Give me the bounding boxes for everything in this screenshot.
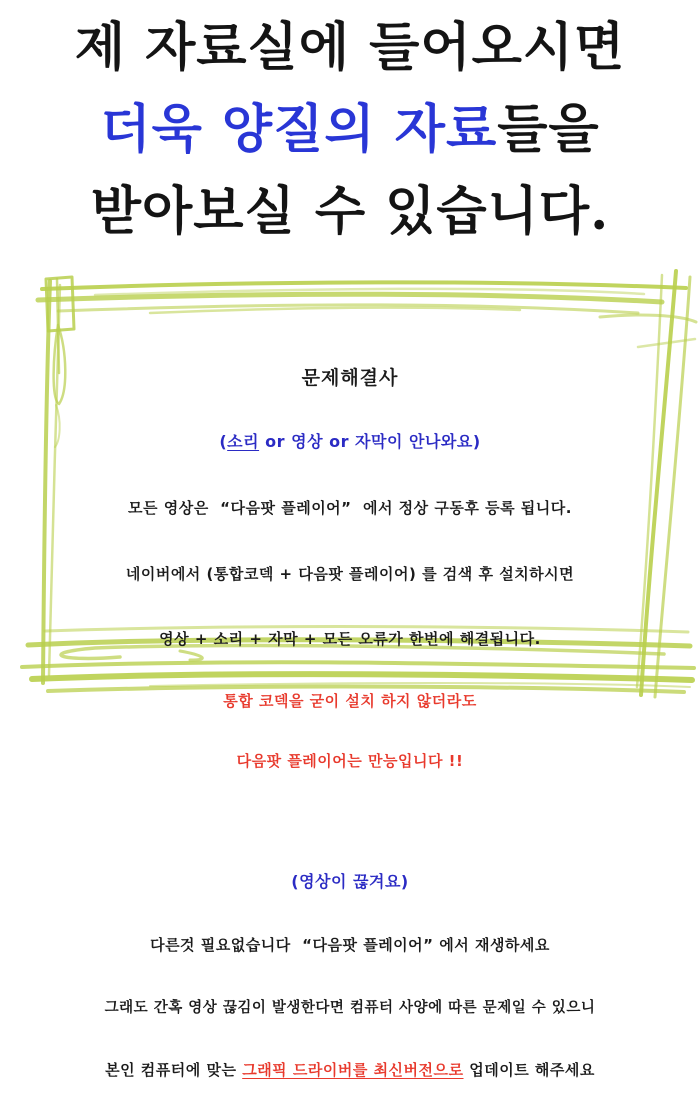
notice-body-line-4: 다른것 필요없습니다 “다음팟 플레이어” 에서 재생하세요	[150, 936, 550, 954]
body6-suffix: 업데이트 해주세요	[463, 1061, 595, 1079]
body6-prefix: 본인 컴퓨터에 맞는	[105, 1061, 243, 1079]
heading-underlined-word: 소리	[227, 432, 260, 451]
headline-line-2	[0, 94, 700, 166]
body6-red-underlined: 그래픽 드라이버를 최신버전으로	[242, 1061, 464, 1079]
headline-line-2-accent: 더욱 양질의 자료	[100, 99, 498, 160]
notice-heading-no-sound	[0, 428, 700, 456]
notice-spacer	[0, 810, 700, 832]
notice-red-line-2: 다음팟 플레이어는 만능입니다 !!	[236, 752, 464, 770]
notice-block	[0, 328, 700, 1120]
notice-body-line-1: 모든 영상은 “다음팟 플레이어” 에서 정상 구동후 등록 됩니다.	[128, 499, 572, 517]
heading-open-paren: (	[219, 432, 228, 451]
notice-body-line-5: 그래도 간혹 영상 끊김이 발생한다면 컴퓨터 사양에 따른 문제일 수 있으니	[104, 1000, 596, 1016]
heading-rest: or 영상 or 자막이 안나와요)	[259, 432, 481, 451]
headline-line-1: 제 자료실에 들어오시면	[74, 17, 626, 78]
notice-body-line-3: 영상 + 소리 + 자막 + 모든 오류가 한번에 해결됩니다.	[159, 630, 541, 648]
notice-body-line-6	[0, 1058, 700, 1082]
notice-heading-video-stutter: (영상이 끊겨요)	[291, 872, 409, 891]
notice-title: 문제해결사	[301, 367, 399, 389]
notice-red-line-1: 통합 코덱을 굳이 설치 하지 않더라도	[223, 692, 477, 710]
headline-line-3: 받아보실 수 있습니다.	[90, 181, 610, 242]
headline-line-2-rest: 들을	[497, 99, 600, 160]
notice-body-line-2: 네이버에서 (통합코덱 + 다음팟 플레이어) 를 검색 후 설치하시면	[125, 565, 575, 583]
